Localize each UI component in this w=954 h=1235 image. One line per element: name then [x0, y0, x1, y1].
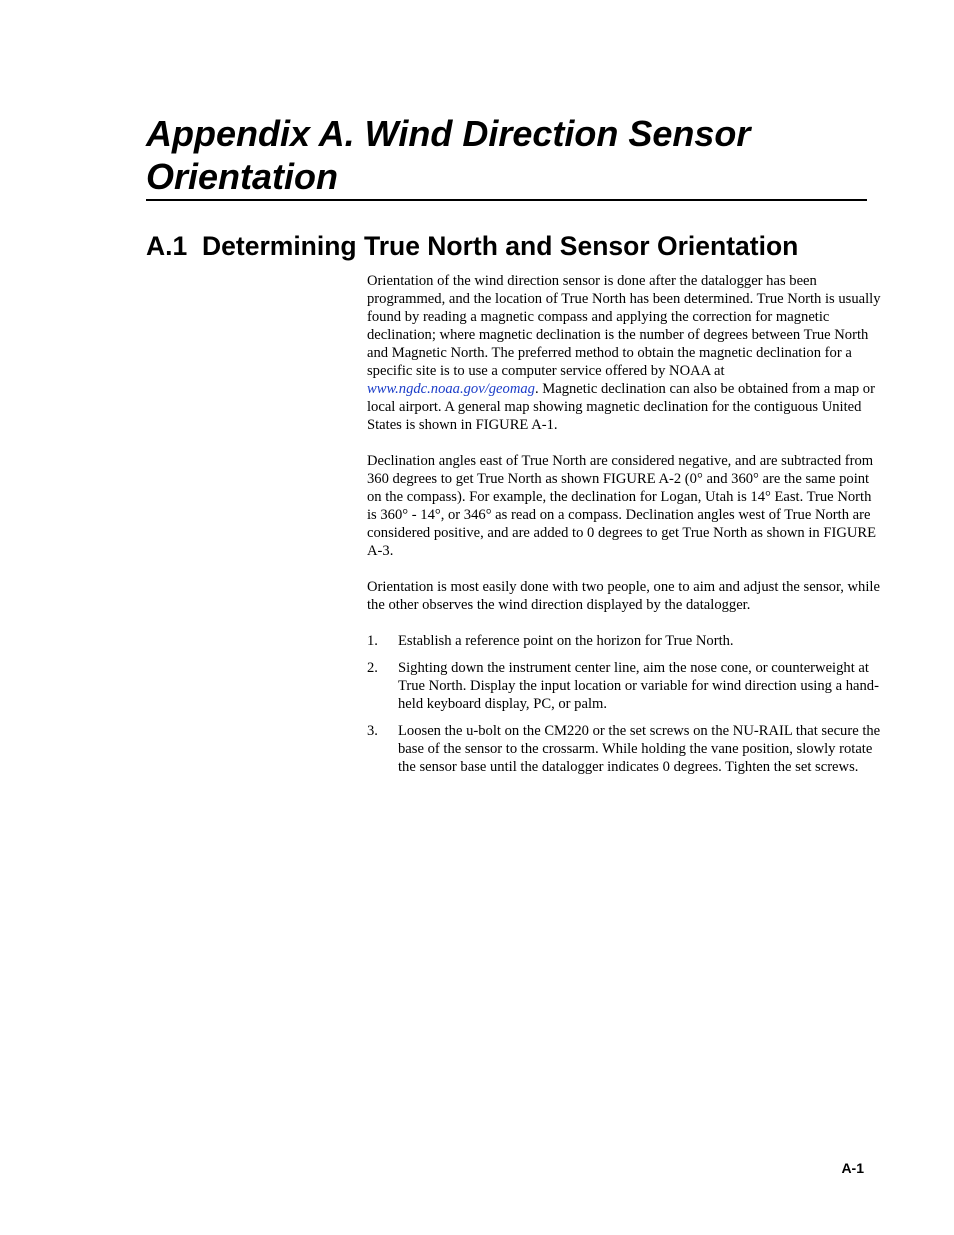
- paragraph-intro: [367, 272, 883, 434]
- step-text: Establish a reference point on the horizon for True North.: [398, 633, 734, 649]
- steps-list: [367, 632, 883, 776]
- page-title-line2: Orientation: [146, 156, 339, 197]
- paragraph-declination: Declination angles east of True North are considered negative, and are subtracted from 360 degrees to get True North as shown FIGURE A-2 (0° and 360° are the same point on the compass). For example, the declination for Logan, Utah is 14° East. True North is 360° - 14°, or 346° as read on a compass. Declination angles west of True North are considered positive, and are added to 0 degrees to get True North as shown in FIGURE A-3.: [367, 453, 877, 559]
- paragraph-intro-text: Orientation of the wind direction sensor is done after the datalogger has been programmed, and the location of True North has been determined. True North is usually found by reading a magnetic compass and applying the correction for magnetic declination; where magnetic declination is the number of degrees between True North and Magnetic North. The preferred method to obtain the magnetic declination for a specific site is to use a computer service offered by NOAA at: [367, 273, 881, 379]
- title-rule: [146, 199, 867, 201]
- paragraph-intro-text-end: . Magnetic declination can also be obtained from a map or local airport. A general map showing magnetic declination for the contiguous United States is shown in FIGURE A-1.: [367, 381, 875, 433]
- list-item: [367, 632, 883, 650]
- section-number: A.1: [146, 231, 188, 261]
- section-heading-text: Determining True North and Sensor Orientation: [202, 231, 799, 261]
- section-heading: [146, 228, 798, 264]
- step-number: 3.: [367, 723, 378, 739]
- list-item: [367, 722, 883, 776]
- noaa-link[interactable]: www.ngdc.noaa.gov/geomag: [367, 381, 535, 397]
- step-text: Sighting down the instrument center line, aim the nose cone, or counterweight at True North. Display the input location or variable for wind direction using a hand-held keyboard display, PC, or palm.: [398, 660, 879, 712]
- page-title-line1: Appendix A. Wind Direction Sensor: [146, 113, 751, 154]
- list-item: [367, 659, 883, 713]
- page-title: [146, 112, 866, 198]
- step-number: 2.: [367, 660, 378, 676]
- step-number: 1.: [367, 633, 378, 649]
- step-text: Loosen the u-bolt on the CM220 or the set screws on the NU-RAIL that secure the base of the sensor to the crossarm. While holding the vane position, slowly rotate the sensor base until the datalogger indicates 0 degrees. Tighten the set screws.: [398, 723, 881, 775]
- body-column: [367, 272, 883, 785]
- page-number: A-1: [841, 1160, 864, 1176]
- paragraph-orientation: Orientation is most easily done with two people, one to aim and adjust the sensor, while the other observes the wind direction displayed by the datalogger.: [367, 579, 880, 613]
